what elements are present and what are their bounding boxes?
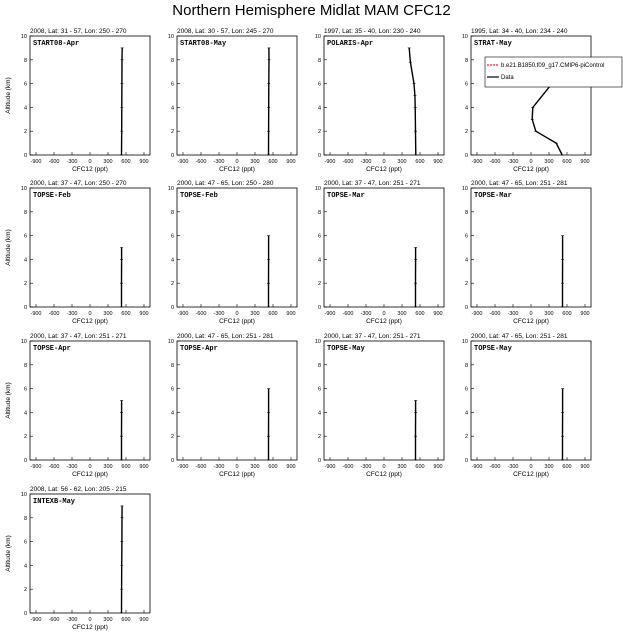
campaign-label: TOPSE-Mar: [327, 192, 365, 200]
panel-2: [168, 28, 297, 173]
x-tick-label: -900: [324, 311, 336, 317]
x-tick-label: -300: [66, 311, 78, 317]
x-tick-label: 300: [397, 464, 407, 470]
x-tick-label: -600: [489, 159, 501, 165]
campaign-label: POLARIS-Apr: [327, 40, 374, 48]
panel-header: 1997, Lat: 35 - 40, Lon: 230 - 240: [324, 28, 421, 35]
x-tick-label: 900: [580, 464, 590, 470]
y-tick-label: 4: [317, 105, 321, 112]
panel-header: 2000, Lat: 37 - 47, Lon: 250 - 270: [30, 180, 127, 187]
y-tick-label: 0: [317, 153, 321, 159]
panel-header: 2000, Lat: 47 - 65, Lon: 251 - 281: [471, 180, 568, 187]
y-tick-label: 4: [23, 105, 27, 112]
page-title: Northern Hemisphere Midlat MAM CFC12: [172, 2, 451, 19]
y-tick-label: 10: [167, 34, 174, 40]
x-tick-label: -900: [324, 159, 336, 165]
x-tick-label: 300: [397, 311, 407, 317]
y-tick-label: 4: [23, 563, 27, 570]
plot-frame: [324, 36, 444, 155]
y-tick-label: 2: [23, 434, 27, 441]
x-tick-label: -300: [360, 159, 372, 165]
x-tick-label: 600: [121, 159, 131, 165]
x-tick-label: -600: [342, 311, 354, 317]
x-tick-label: 900: [433, 464, 443, 470]
y-tick-label: 8: [23, 57, 27, 64]
x-tick-label: -600: [48, 159, 60, 165]
campaign-label: TOPSE-Feb: [33, 192, 71, 200]
x-tick-label: 600: [415, 464, 425, 470]
x-tick-label: 0: [88, 617, 92, 623]
y-tick-label: 4: [464, 410, 468, 417]
y-tick-label: 6: [23, 233, 27, 240]
plot-frame: [30, 188, 150, 307]
x-tick-label: 0: [382, 159, 386, 165]
x-axis-label: CFC12 (ppt): [513, 471, 549, 478]
x-axis-label: CFC12 (ppt): [366, 318, 402, 325]
x-tick-label: 900: [433, 159, 443, 165]
x-tick-label: -600: [48, 617, 60, 623]
x-tick-label: -600: [195, 311, 207, 317]
y-tick-label: 6: [170, 233, 174, 240]
legend-box: [485, 57, 622, 87]
campaign-label: INTEXB-May: [33, 498, 76, 506]
y-tick-label: 2: [464, 434, 468, 441]
x-tick-label: 900: [139, 464, 149, 470]
x-tick-label: 600: [121, 464, 131, 470]
y-tick-label: 2: [464, 129, 468, 136]
y-tick-label: 2: [23, 281, 27, 288]
y-tick-label: 4: [170, 257, 174, 264]
panel-header: 2000, Lat: 37 - 47, Lon: 251 - 271: [324, 333, 421, 340]
x-tick-label: -900: [30, 311, 42, 317]
x-tick-label: -300: [507, 311, 519, 317]
x-tick-label: 900: [433, 311, 443, 317]
x-tick-label: -600: [48, 464, 60, 470]
plot-frame: [30, 341, 150, 460]
x-tick-label: 300: [544, 464, 554, 470]
y-tick-label: 6: [317, 81, 321, 88]
x-tick-label: -300: [66, 159, 78, 165]
y-tick-label: 0: [464, 458, 468, 464]
campaign-label: TOPSE-May: [474, 345, 512, 353]
y-tick-label: 0: [464, 153, 468, 159]
panel-header: 2000, Lat: 47 - 65, Lon: 251 - 281: [471, 333, 568, 340]
y-tick-label: 8: [317, 57, 321, 64]
x-tick-label: 0: [529, 464, 533, 470]
y-tick-label: 10: [20, 186, 27, 192]
x-tick-label: 600: [415, 311, 425, 317]
y-tick-label: 2: [170, 281, 174, 288]
y-tick-label: 8: [317, 362, 321, 369]
x-tick-label: 0: [382, 464, 386, 470]
campaign-label: START08-Apr: [33, 40, 80, 48]
x-tick-label: 900: [286, 464, 296, 470]
x-tick-label: -300: [507, 159, 519, 165]
x-tick-label: -600: [48, 311, 60, 317]
panel-header: 2008, Lat: 30 - 57, Lon: 245 - 270: [177, 28, 274, 35]
plot-frame: [324, 188, 444, 307]
x-tick-label: 300: [250, 159, 260, 165]
x-tick-label: -900: [324, 464, 336, 470]
panel-header: 2000, Lat: 47 - 65, Lon: 250 - 280: [177, 180, 274, 187]
x-tick-label: -900: [177, 464, 189, 470]
x-tick-label: -300: [213, 311, 225, 317]
x-tick-label: 600: [562, 311, 572, 317]
x-tick-label: -600: [489, 311, 501, 317]
y-tick-label: 4: [464, 257, 468, 264]
x-tick-label: 300: [250, 311, 260, 317]
y-tick-label: 10: [314, 186, 321, 192]
x-tick-label: -300: [360, 311, 372, 317]
x-tick-label: 300: [250, 464, 260, 470]
y-tick-label: 2: [170, 129, 174, 136]
panel-11: [315, 333, 444, 478]
y-tick-label: 8: [464, 57, 468, 64]
panel-header: 2000, Lat: 37 - 47, Lon: 251 - 271: [324, 180, 421, 187]
y-tick-label: 10: [314, 34, 321, 40]
y-tick-label: 6: [464, 386, 468, 393]
y-tick-label: 4: [23, 410, 27, 417]
x-tick-label: 600: [268, 159, 278, 165]
campaign-label: TOPSE-Feb: [180, 192, 218, 200]
y-tick-label: 4: [464, 105, 468, 112]
x-tick-label: -900: [30, 617, 42, 623]
panel-1: [5, 28, 150, 173]
x-tick-label: 0: [235, 464, 239, 470]
y-tick-label: 0: [170, 305, 174, 311]
panel-6: [168, 180, 297, 325]
data-series-line: [269, 48, 270, 155]
x-tick-label: 900: [580, 311, 590, 317]
panel-header: 2008, Lat: 56 - 62, Lon: 205 - 215: [30, 486, 127, 493]
x-tick-label: 900: [286, 159, 296, 165]
y-tick-label: 4: [317, 410, 321, 417]
panel-9: [5, 333, 150, 478]
y-tick-label: 6: [317, 386, 321, 393]
x-tick-label: 0: [88, 464, 92, 470]
x-tick-label: -900: [177, 311, 189, 317]
y-tick-label: 4: [170, 410, 174, 417]
y-tick-label: 0: [23, 153, 27, 159]
x-tick-label: -300: [213, 159, 225, 165]
y-tick-label: 2: [23, 129, 27, 136]
x-tick-label: -600: [342, 159, 354, 165]
x-tick-label: 300: [103, 159, 113, 165]
x-tick-label: 600: [268, 464, 278, 470]
plot-frame: [471, 188, 591, 307]
y-tick-label: 10: [167, 339, 174, 345]
y-tick-label: 8: [464, 209, 468, 216]
x-tick-label: -600: [195, 159, 207, 165]
x-tick-label: 600: [121, 311, 131, 317]
y-tick-label: 0: [23, 305, 27, 311]
plot-frame: [471, 36, 591, 155]
y-tick-label: 6: [464, 81, 468, 88]
y-tick-label: 0: [23, 611, 27, 617]
panel-7: [315, 180, 444, 325]
x-tick-label: 0: [235, 159, 239, 165]
y-tick-label: 8: [170, 362, 174, 369]
y-tick-label: 0: [170, 153, 174, 159]
x-tick-label: -900: [471, 159, 483, 165]
y-axis-label: Altitude (km): [5, 382, 12, 419]
panel-5: [5, 180, 150, 325]
panel-8: [462, 180, 591, 325]
y-tick-label: 4: [317, 257, 321, 264]
x-tick-label: 600: [562, 464, 572, 470]
x-tick-label: 0: [529, 311, 533, 317]
y-tick-label: 2: [170, 434, 174, 441]
x-tick-label: -900: [30, 464, 42, 470]
plot-frame: [177, 341, 297, 460]
y-tick-label: 6: [170, 386, 174, 393]
x-tick-label: -600: [195, 464, 207, 470]
x-tick-label: 300: [397, 159, 407, 165]
panel-13: [5, 486, 150, 631]
y-axis-label: Altitude (km): [5, 535, 12, 572]
plot-frame: [324, 341, 444, 460]
y-tick-label: 2: [317, 129, 321, 136]
y-axis-label: Altitude (km): [5, 77, 12, 114]
panel-header: 2000, Lat: 47 - 65, Lon: 251 - 281: [177, 333, 274, 340]
y-tick-label: 0: [23, 458, 27, 464]
y-tick-label: 0: [317, 305, 321, 311]
campaign-label: START08-May: [180, 40, 227, 48]
panel-header: 1995, Lat: 34 - 40, Lon: 234 - 240: [471, 28, 568, 35]
x-tick-label: -300: [213, 464, 225, 470]
x-tick-label: -300: [507, 464, 519, 470]
y-tick-label: 10: [461, 34, 468, 40]
legend-data-label: Data: [501, 75, 514, 81]
x-axis-label: CFC12 (ppt): [72, 624, 108, 631]
data-series-line: [122, 506, 123, 613]
campaign-label: STRAT-May: [474, 40, 512, 48]
plot-frame: [177, 188, 297, 307]
x-axis-label: CFC12 (ppt): [513, 318, 549, 325]
x-tick-label: 600: [415, 159, 425, 165]
data-series-line: [409, 48, 416, 155]
y-tick-label: 8: [170, 57, 174, 64]
x-tick-label: 300: [544, 311, 554, 317]
y-tick-label: 6: [23, 386, 27, 393]
panel-header: 2000, Lat: 37 - 47, Lon: 251 - 271: [30, 333, 127, 340]
panel-3: [315, 28, 444, 173]
y-tick-label: 8: [23, 362, 27, 369]
panel-12: [462, 333, 591, 478]
x-tick-label: 900: [139, 617, 149, 623]
y-tick-label: 4: [23, 257, 27, 264]
y-tick-label: 4: [170, 105, 174, 112]
y-tick-label: 6: [170, 81, 174, 88]
x-axis-label: CFC12 (ppt): [366, 471, 402, 478]
y-tick-label: 10: [20, 34, 27, 40]
x-tick-label: -600: [342, 464, 354, 470]
x-tick-label: 300: [103, 311, 113, 317]
y-tick-label: 10: [20, 339, 27, 345]
y-tick-label: 0: [317, 458, 321, 464]
data-series-line: [122, 48, 123, 155]
y-tick-label: 10: [461, 339, 468, 345]
x-tick-label: -900: [471, 464, 483, 470]
x-tick-label: 0: [529, 159, 533, 165]
x-tick-label: -600: [489, 464, 501, 470]
x-axis-label: CFC12 (ppt): [219, 166, 255, 173]
x-tick-label: -300: [360, 464, 372, 470]
x-tick-label: 900: [580, 159, 590, 165]
x-tick-label: 900: [286, 311, 296, 317]
y-tick-label: 0: [464, 305, 468, 311]
campaign-label: TOPSE-Mar: [474, 192, 512, 200]
y-tick-label: 6: [317, 233, 321, 240]
plot-frame: [30, 494, 150, 613]
panel-4: [462, 28, 622, 173]
x-tick-label: 0: [88, 311, 92, 317]
campaign-label: TOPSE-May: [327, 345, 365, 353]
plot-frame: [30, 36, 150, 155]
y-tick-label: 6: [464, 233, 468, 240]
x-tick-label: -900: [177, 159, 189, 165]
campaign-label: TOPSE-Apr: [180, 345, 218, 353]
y-tick-label: 6: [23, 539, 27, 546]
y-tick-label: 2: [464, 281, 468, 288]
x-tick-label: 300: [544, 159, 554, 165]
campaign-label: TOPSE-Apr: [33, 345, 71, 353]
panel-10: [168, 333, 297, 478]
x-tick-label: -300: [66, 464, 78, 470]
x-axis-label: CFC12 (ppt): [366, 166, 402, 173]
x-axis-label: CFC12 (ppt): [72, 166, 108, 173]
y-tick-label: 8: [317, 209, 321, 216]
x-tick-label: -300: [66, 617, 78, 623]
x-tick-label: 300: [103, 464, 113, 470]
x-tick-label: 300: [103, 617, 113, 623]
x-axis-label: CFC12 (ppt): [219, 471, 255, 478]
x-tick-label: 900: [139, 159, 149, 165]
x-axis-label: CFC12 (ppt): [72, 318, 108, 325]
x-tick-label: -900: [30, 159, 42, 165]
y-tick-label: 10: [461, 186, 468, 192]
x-tick-label: 600: [268, 311, 278, 317]
x-tick-label: 0: [382, 311, 386, 317]
panel-header: 2008, Lat: 31 - 57, Lon: 250 - 270: [30, 28, 127, 35]
y-axis-label: Altitude (km): [5, 229, 12, 266]
y-tick-label: 8: [23, 515, 27, 522]
x-axis-label: CFC12 (ppt): [72, 471, 108, 478]
y-tick-label: 8: [464, 362, 468, 369]
x-tick-label: 0: [88, 159, 92, 165]
y-tick-label: 2: [23, 587, 27, 594]
y-tick-label: 10: [167, 186, 174, 192]
y-tick-label: 6: [23, 81, 27, 88]
y-tick-label: 10: [20, 492, 27, 498]
y-tick-label: 8: [170, 209, 174, 216]
y-tick-label: 2: [317, 434, 321, 441]
x-tick-label: 900: [139, 311, 149, 317]
legend-model-label: b.e21.B1850.f09_g17.CMIP6-piControl: [501, 63, 605, 69]
x-axis-label: CFC12 (ppt): [219, 318, 255, 325]
x-tick-label: 600: [121, 617, 131, 623]
y-tick-label: 2: [317, 281, 321, 288]
x-tick-label: 600: [562, 159, 572, 165]
x-tick-label: -900: [471, 311, 483, 317]
y-tick-label: 8: [23, 209, 27, 216]
y-tick-label: 10: [314, 339, 321, 345]
plot-frame: [471, 341, 591, 460]
x-axis-label: CFC12 (ppt): [513, 166, 549, 173]
x-tick-label: 0: [235, 311, 239, 317]
y-tick-label: 0: [170, 458, 174, 464]
plot-frame: [177, 36, 297, 155]
